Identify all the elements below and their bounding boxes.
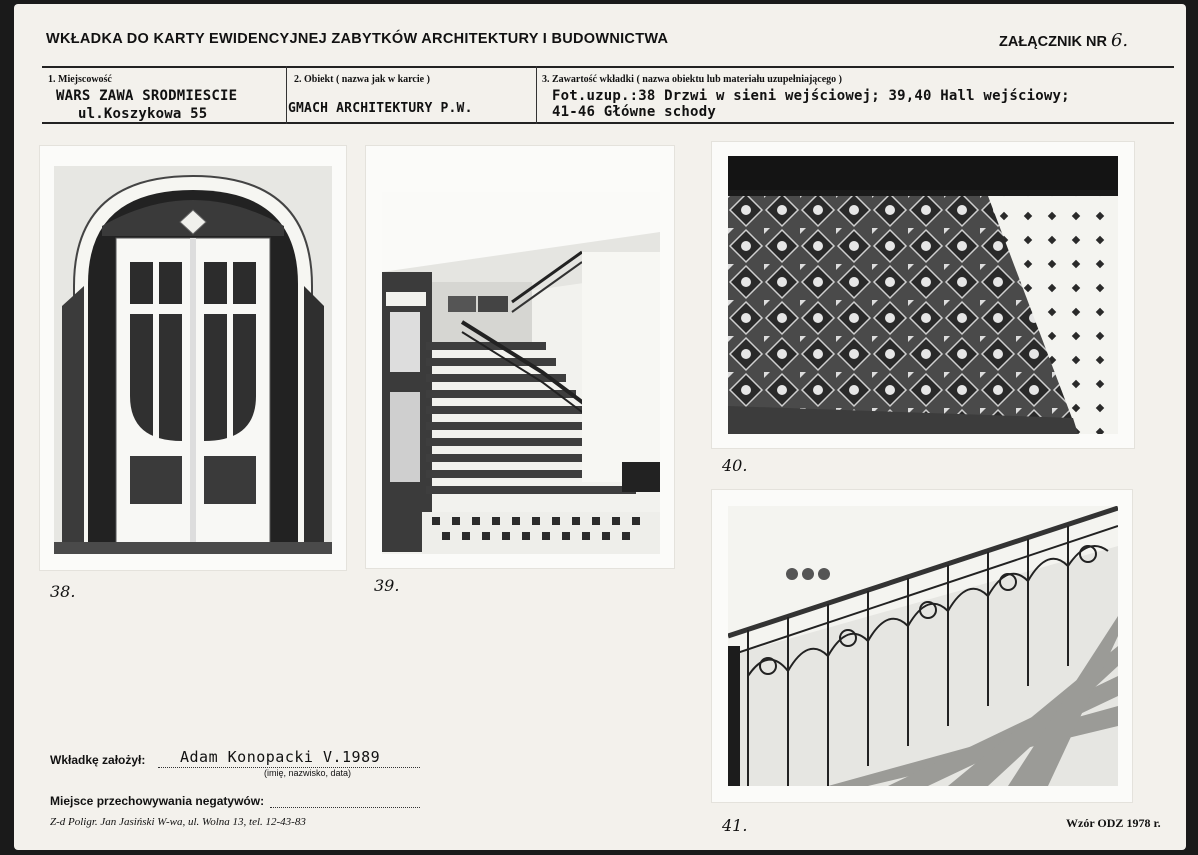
annex-handwritten-number: 6. — [1110, 30, 1129, 51]
created-by-label: Wkładkę założył: — [50, 753, 146, 767]
created-by-hint: (imię, nazwisko, data) — [264, 768, 352, 778]
place-value-line2: ul.Koszykowa 55 — [78, 106, 208, 122]
photo-frame-40 — [712, 142, 1134, 448]
photo-hall-staircase — [382, 192, 660, 554]
photo-main-stairs-railing — [728, 506, 1118, 786]
photo-frame-39 — [366, 146, 674, 568]
form-code: Wzór ODZ 1978 r. — [1066, 816, 1161, 830]
photo-number-41: 41. — [722, 816, 748, 835]
document-title: WKŁADKA DO KARTY EWIDENCYJNEJ ZABYTKÓW ARCHITEKTURY I BUDOWNICTWA — [46, 31, 669, 47]
negatives-dotted-line — [270, 806, 420, 808]
annex-number — [999, 30, 1128, 51]
photo-frame-41 — [712, 490, 1132, 802]
photo-entrance-door — [54, 166, 332, 554]
column-divider — [286, 66, 287, 124]
table-bottom-rule — [42, 122, 1174, 124]
annex-label: ZAŁĄCZNIK NR — [999, 34, 1107, 50]
photo-hall-floor-tiles — [728, 156, 1118, 434]
created-by-value: Adam Konopacki V.1989 — [180, 748, 381, 766]
printer-imprint: Z-d Poligr. Jan Jasiński W-wa, ul. Wolna 13, tel. 12-43-83 — [50, 816, 306, 828]
photo-number-40: 40. — [722, 456, 748, 475]
content-value-line2: 41-46 Główne schody — [552, 104, 716, 120]
content-value-line1: Fot.uzup.:38 Drzwi w sieni wejściowej; 39,40 Hall wejściowy; — [552, 88, 1070, 104]
table-top-rule — [42, 66, 1174, 68]
photo-number-38: 38. — [50, 582, 76, 601]
photo-frame-38 — [40, 146, 346, 570]
place-value-line1: WARS ZAWA SRODMIESCIE — [56, 88, 238, 104]
column-divider — [536, 66, 537, 124]
document-sheet — [14, 4, 1186, 850]
negatives-label: Miejsce przechowywania negatywów: — [50, 794, 265, 808]
content-label: 3. Zawartość wkładki ( nazwa obiektu lub materiału uzupełniającego ) — [542, 74, 843, 85]
photo-number-39: 39. — [374, 576, 400, 595]
place-label: 1. Miejscowość — [48, 74, 112, 85]
object-label: 2. Obiekt ( nazwa jak w karcie ) — [294, 74, 430, 85]
object-value: GMACH ARCHITEKTURY P.W. — [288, 101, 473, 116]
